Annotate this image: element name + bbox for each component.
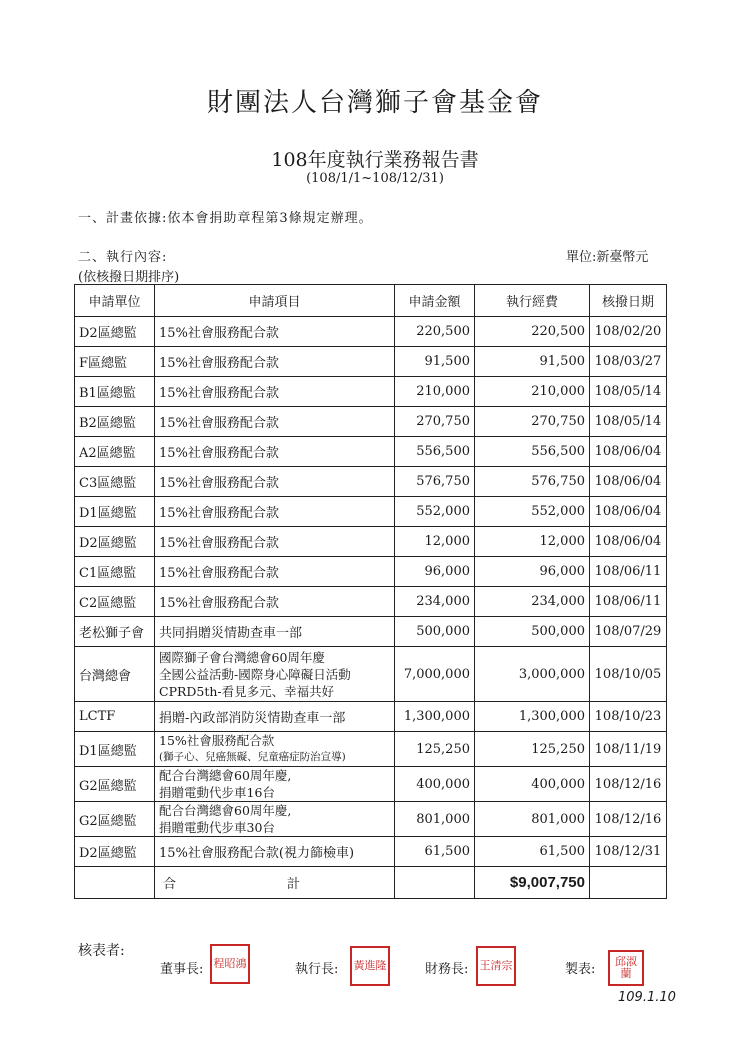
table-row xyxy=(75,767,667,802)
item-line: 配合台灣總會60周年慶, xyxy=(159,768,292,783)
cell-date: 108/10/23 xyxy=(590,702,667,732)
cell-amount: 210,000 xyxy=(395,377,475,407)
preparer-seal: 邱淑蘭 xyxy=(608,950,644,986)
cell-unit: D2區總監 xyxy=(75,527,155,557)
ceo-seal: 黃進隆 xyxy=(350,946,390,986)
currency-unit: 單位:新臺幣元 xyxy=(566,250,649,265)
cell-date: 108/07/29 xyxy=(590,617,667,647)
cell-amount: 12,000 xyxy=(395,527,475,557)
execution-heading: 二、執行內容: xyxy=(78,250,168,265)
table-row xyxy=(75,407,667,437)
table-row xyxy=(75,377,667,407)
cell-amount: 576,750 xyxy=(395,467,475,497)
cell-unit: LCTF xyxy=(75,702,155,732)
table-row xyxy=(75,317,667,347)
cell-date: 108/11/19 xyxy=(590,732,667,767)
table-row xyxy=(75,497,667,527)
header-exec: 執行經費 xyxy=(475,285,590,317)
cell-exec: 552,000 xyxy=(475,497,590,527)
cell-amount: 7,000,000 xyxy=(395,647,475,702)
cell-item xyxy=(155,732,395,767)
cell-exec: 61,500 xyxy=(475,837,590,867)
cell-unit: C1區總監 xyxy=(75,557,155,587)
item-line: CPRD5th-看見多元、幸福共好 xyxy=(159,683,335,699)
item-line: 捐贈電動代步車30台 xyxy=(159,820,275,835)
cell-date: 108/12/31 xyxy=(590,837,667,867)
cell-date: 108/06/11 xyxy=(590,587,667,617)
cell-item: 15%社會服務配合款 xyxy=(155,347,395,377)
total-label xyxy=(155,867,395,899)
report-period: (108/1/1~108/12/31) xyxy=(306,171,444,186)
total-blank xyxy=(75,867,155,899)
cell-amount: 552,000 xyxy=(395,497,475,527)
cell-item: 15%社會服務配合款 xyxy=(155,587,395,617)
cell-amount: 91,500 xyxy=(395,347,475,377)
cell-amount: 96,000 xyxy=(395,557,475,587)
header-item: 申請項目 xyxy=(155,285,395,317)
preparer-label: 製表: xyxy=(565,962,596,977)
handwritten-date: 109.1.10 xyxy=(618,990,676,1005)
cell-date: 108/12/16 xyxy=(590,802,667,837)
cell-amount: 220,500 xyxy=(395,317,475,347)
table-row xyxy=(75,702,667,732)
cell-unit: A2區總監 xyxy=(75,437,155,467)
item-line: 配合台灣總會60周年慶, xyxy=(159,803,292,818)
cell-exec: 125,250 xyxy=(475,732,590,767)
cell-exec: 556,500 xyxy=(475,437,590,467)
ceo-label: 執行長: xyxy=(295,962,339,977)
cell-exec: 220,500 xyxy=(475,317,590,347)
sort-note: (依核撥日期排序) xyxy=(78,270,180,285)
cell-date: 108/06/04 xyxy=(590,497,667,527)
table-row xyxy=(75,527,667,557)
cell-unit: F區總監 xyxy=(75,347,155,377)
table-row xyxy=(75,347,667,377)
cell-item: 15%社會服務配合款 xyxy=(155,527,395,557)
item-line: 國際獅子會台灣總會60周年慶 xyxy=(159,649,325,665)
cell-amount: 1,300,000 xyxy=(395,702,475,732)
cell-item: 15%社會服務配合款 xyxy=(155,467,395,497)
header-date: 核撥日期 xyxy=(590,285,667,317)
cell-amount: 61,500 xyxy=(395,837,475,867)
cell-date: 108/10/05 xyxy=(590,647,667,702)
cell-unit: D1區總監 xyxy=(75,497,155,527)
cell-item: 15%社會服務配合款 xyxy=(155,317,395,347)
cell-item: 15%社會服務配合款 xyxy=(155,407,395,437)
cell-item: 15%社會服務配合款(視力篩檢車) xyxy=(155,837,395,867)
cell-date: 108/06/04 xyxy=(590,467,667,497)
chairman-seal: 程昭鴻 xyxy=(210,944,250,984)
cell-item: 共同捐贈災情勘查車一部 xyxy=(155,617,395,647)
cell-item: 15%社會服務配合款 xyxy=(155,557,395,587)
total-label-right: 計 xyxy=(286,877,300,892)
cell-unit: D1區總監 xyxy=(75,732,155,767)
cell-exec: 234,000 xyxy=(475,587,590,617)
cell-amount: 270,750 xyxy=(395,407,475,437)
cell-unit: B1區總監 xyxy=(75,377,155,407)
header-unit: 申請單位 xyxy=(75,285,155,317)
table-row xyxy=(75,557,667,587)
chairman-label: 董事長: xyxy=(160,962,204,977)
cell-unit: C3區總監 xyxy=(75,467,155,497)
cell-exec: 210,000 xyxy=(475,377,590,407)
cell-unit: 老松獅子會 xyxy=(75,617,155,647)
table-header-row xyxy=(75,285,667,317)
cell-item xyxy=(155,802,395,837)
cell-amount: 556,500 xyxy=(395,437,475,467)
cell-amount: 500,000 xyxy=(395,617,475,647)
item-line: 全國公益活動-國際身心障礙日活動 xyxy=(159,666,351,682)
cell-date: 108/05/14 xyxy=(590,407,667,437)
item-line: (獅子心、兒癌無礙、兒童癌症防治宣導) xyxy=(159,751,346,763)
cell-exec: 3,000,000 xyxy=(475,647,590,702)
cell-unit: G2區總監 xyxy=(75,767,155,802)
cell-date: 108/02/20 xyxy=(590,317,667,347)
cell-item: 15%社會服務配合款 xyxy=(155,497,395,527)
table-row xyxy=(75,802,667,837)
cell-amount: 234,000 xyxy=(395,587,475,617)
cell-exec: 96,000 xyxy=(475,557,590,587)
header-amount: 申請金額 xyxy=(395,285,475,317)
cell-exec: 576,750 xyxy=(475,467,590,497)
table-row xyxy=(75,437,667,467)
table-row xyxy=(75,732,667,767)
treasurer-label: 財務長: xyxy=(425,962,469,977)
cell-date: 108/06/04 xyxy=(590,437,667,467)
cell-unit: B2區總監 xyxy=(75,407,155,437)
total-value: $9,007,750 xyxy=(475,867,590,899)
total-label-left: 合 xyxy=(163,877,177,892)
cell-unit: G2區總監 xyxy=(75,802,155,837)
cell-unit: 台灣總會 xyxy=(75,647,155,702)
cell-exec: 801,000 xyxy=(475,802,590,837)
cell-item xyxy=(155,647,395,702)
total-date-blank xyxy=(590,867,667,899)
table-row xyxy=(75,647,667,702)
cell-item: 15%社會服務配合款 xyxy=(155,437,395,467)
item-line: 15%社會服務配合款 xyxy=(159,733,275,748)
cell-amount: 125,250 xyxy=(395,732,475,767)
cell-unit: D2區總監 xyxy=(75,837,155,867)
cell-date: 108/06/11 xyxy=(590,557,667,587)
cell-date: 108/03/27 xyxy=(590,347,667,377)
cell-date: 108/06/04 xyxy=(590,527,667,557)
total-amount-blank xyxy=(395,867,475,899)
report-title: 108年度執行業務報告書 xyxy=(271,149,479,171)
table-row xyxy=(75,587,667,617)
cell-amount: 400,000 xyxy=(395,767,475,802)
reviewer-label: 核表者: xyxy=(78,943,125,959)
total-row xyxy=(75,867,667,899)
cell-exec: 270,750 xyxy=(475,407,590,437)
cell-exec: 500,000 xyxy=(475,617,590,647)
treasurer-seal: 王清宗 xyxy=(476,946,516,986)
plan-basis: 一、計畫依據:依本會捐助章程第3條規定辦理。 xyxy=(78,211,373,226)
cell-item: 15%社會服務配合款 xyxy=(155,377,395,407)
table-row xyxy=(75,467,667,497)
document-title: 財團法人台灣獅子會基金會 xyxy=(206,88,543,118)
cell-exec: 1,300,000 xyxy=(475,702,590,732)
cell-item: 捐贈-內政部消防災情勘查車一部 xyxy=(155,702,395,732)
cell-date: 108/05/14 xyxy=(590,377,667,407)
item-line: 捐贈電動代步車16台 xyxy=(159,785,275,800)
cell-item xyxy=(155,767,395,802)
cell-exec: 91,500 xyxy=(475,347,590,377)
cell-exec: 12,000 xyxy=(475,527,590,557)
table-row xyxy=(75,837,667,867)
table-row xyxy=(75,617,667,647)
cell-date: 108/12/16 xyxy=(590,767,667,802)
cell-amount: 801,000 xyxy=(395,802,475,837)
funding-table xyxy=(74,284,667,899)
cell-unit: D2區總監 xyxy=(75,317,155,347)
cell-exec: 400,000 xyxy=(475,767,590,802)
cell-unit: C2區總監 xyxy=(75,587,155,617)
